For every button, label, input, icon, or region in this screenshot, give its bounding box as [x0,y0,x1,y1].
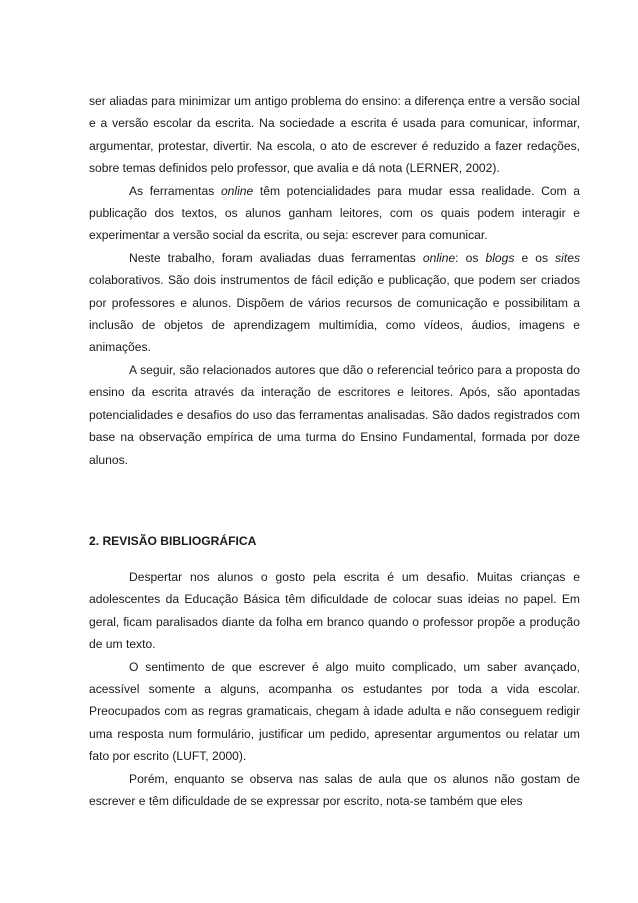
intro-paragraph-3-italic-blogs: blogs [485,250,515,265]
section-paragraph-1: Despertar nos alunos o gosto pela escrita é um desafio. Muitas crianças e adolescentes da Educação Básica têm dificuldade de colocar suas ideias no papel. Em geral, ficam paralisados diante da folha em branco quando o professor propõe a produção de um texto. [89,570,580,652]
intro-paragraph-1: ser aliadas para minimizar um antigo problema do ensino: a diferença entre a versão social e a versão escolar da escrita. Na sociedade a escrita é usada para comunicar, informar, argumentar, protestar, divertir. Na escola, o ato de escrever é reduzido a fazer redações, sobre temas definidos pelo professor, que avalia e dá nota (LERNER, 2002). [89,94,580,176]
section-paragraph-2: O sentimento de que escrever é algo muito complicado, um saber avançado, acessível somente a alguns, acompanha os estudantes por toda a vida escolar. Preocupados com as regras gramaticais, chegam à idade adulta e não conseguem redigir uma resposta num formulário, justificar um pedido, apresentar argumentos ou relatar um fato por escrito (LUFT, 2000). [89,659,580,764]
section-heading: 2. REVISÃO BIBLIOGRÁFICA [89,534,257,548]
intro-paragraph-3-text-c: e os [514,250,556,265]
intro-paragraph-3-italic-online: online [422,250,456,265]
intro-paragraph-2-italic-online: online [220,183,254,198]
intro-paragraph-2-text-b: têm potencialidades para mudar essa realidade. Com a publicação dos textos, os alunos ganham leitores, com os quais podem interagir e experimentar a versão social da escrita, ou seja: escrever para comunicar. [89,183,581,243]
intro-paragraph-2 [89,180,580,247]
intro-paragraph-4: A seguir, são relacionados autores que dão o referencial teórico para a proposta do ensino da escrita através da interação de escritores e leitores. Após, são apontadas potencialidades e desafios do uso das ferramentas analisadas. São dados registrados com base na observação empírica de uma turma do Ensino Fundamental, formada por doze alunos. [89,362,580,467]
intro-paragraph-3-italic-sites: sites [555,250,580,265]
intro-paragraph-2-text-a: As ferramentas [129,183,221,198]
intro-paragraph-3 [89,247,580,359]
section-paragraph-3: Porém, enquanto se observa nas salas de aula que os alunos não gostam de escrever e têm dificuldade de se expressar por escrito, nota-se também que eles [89,771,580,809]
intro-paragraph-3-text-a: Neste trabalho, foram avaliadas duas ferramentas [129,250,423,265]
section-body [89,566,580,812]
intro-paragraph-3-text-d: colaborativos. São dois instrumentos de fácil edição e publicação, que podem ser criados por professores e alunos. Dispõem de vários recursos de comunicação e possibilitam a inclusão de objetos de aprendizagem multimídia, como vídeos, áudios, imagens e animações. [89,273,580,355]
intro-paragraph-3-text-b: : os [455,250,486,265]
